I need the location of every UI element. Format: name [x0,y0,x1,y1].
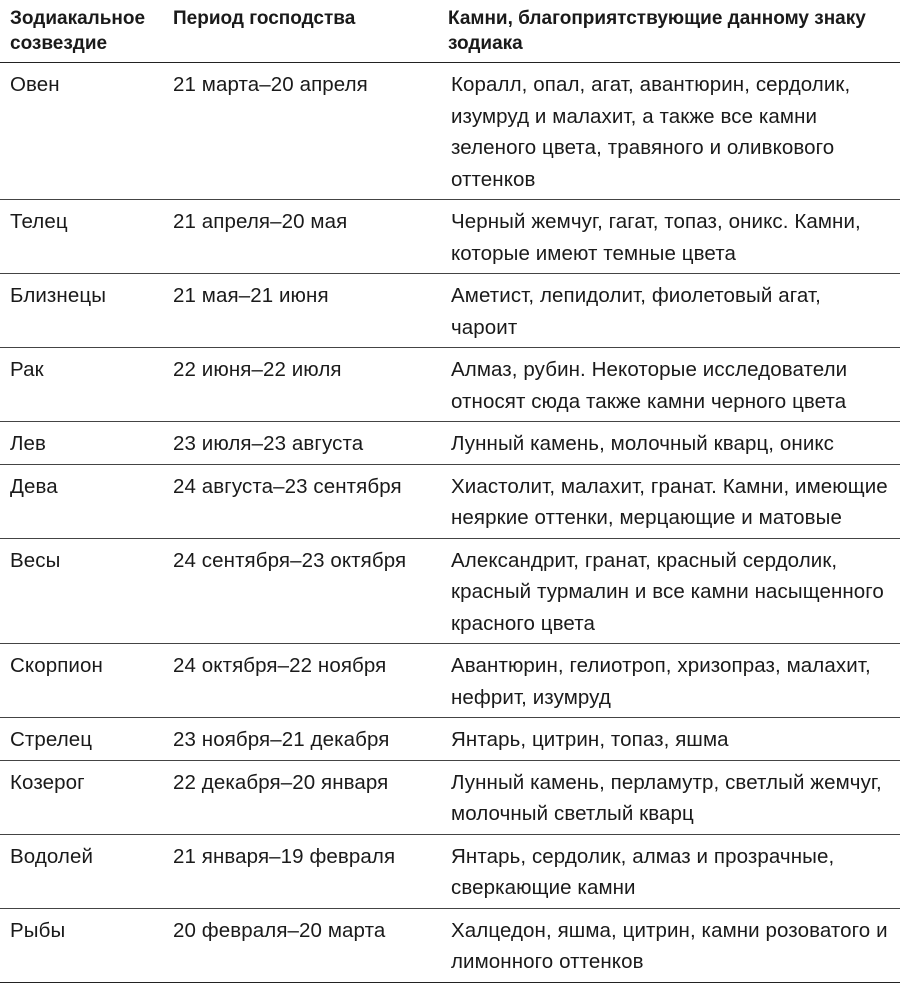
table-header [0,0,900,63]
cell-stones: Лунный камень, молочный кварц, оникс [438,422,900,465]
table-row [0,63,900,200]
cell-stones: Черный жемчуг, гагат, топаз, оникс. Камни, которые имеют темные цвета [438,200,900,274]
header-sign: Зодиакальное созвездие [0,0,163,63]
table-row [0,718,900,761]
cell-sign: Дева [0,464,163,538]
table-row [0,538,900,644]
table-row [0,760,900,834]
table-row [0,464,900,538]
cell-sign: Овен [0,63,163,200]
cell-period: 23 ноября–21 декабря [163,718,438,761]
cell-stones: Коралл, опал, агат, авантюрин, сердолик, изумруд и малахит, а также все камни зеленого цвета, травяного и оливкового оттенков [438,63,900,200]
cell-stones: Янтарь, сердолик, алмаз и прозрачные, сверкающие камни [438,834,900,908]
cell-stones: Авантюрин, гелиотроп, хризопраз, малахит, нефрит, изумруд [438,644,900,718]
cell-period: 24 сентября–23 октября [163,538,438,644]
header-stones: Камни, благоприятствующие данному знаку зодиака [438,0,900,63]
table-row [0,644,900,718]
cell-period: 23 июля–23 августа [163,422,438,465]
cell-sign: Скорпион [0,644,163,718]
table-row [0,834,900,908]
cell-period: 21 мая–21 июня [163,274,438,348]
header-period: Период господства [163,0,438,63]
cell-period: 20 февраля–20 марта [163,908,438,982]
table-row [0,908,900,982]
cell-stones: Александрит, гранат, красный сердолик, красный турмалин и все камни насыщенного красного цвета [438,538,900,644]
cell-sign: Рак [0,348,163,422]
cell-period: 22 июня–22 июля [163,348,438,422]
table-row [0,422,900,465]
cell-sign: Стрелец [0,718,163,761]
cell-stones: Алмаз, рубин. Некоторые исследователи относят сюда также камни черного цвета [438,348,900,422]
table-row [0,200,900,274]
table-row [0,274,900,348]
cell-sign: Лев [0,422,163,465]
cell-period: 24 августа–23 сентября [163,464,438,538]
table-row [0,348,900,422]
cell-period: 22 декабря–20 января [163,760,438,834]
cell-period: 24 октября–22 ноября [163,644,438,718]
cell-period: 21 марта–20 апреля [163,63,438,200]
cell-stones: Аметист, лепидолит, фиолетовый агат, чароит [438,274,900,348]
header-row [0,0,900,63]
cell-period: 21 января–19 февраля [163,834,438,908]
cell-stones: Халцедон, яшма, цитрин, камни розоватого и лимонного оттенков [438,908,900,982]
table-body [0,63,900,983]
cell-stones: Янтарь, цитрин, топаз, яшма [438,718,900,761]
cell-sign: Водолей [0,834,163,908]
cell-stones: Лунный камень, перламутр, светлый жемчуг, молочный светлый кварц [438,760,900,834]
cell-sign: Рыбы [0,908,163,982]
cell-stones: Хиастолит, малахит, гранат. Камни, имеющие неяркие оттенки, мерцающие и матовые [438,464,900,538]
cell-sign: Телец [0,200,163,274]
cell-sign: Близнецы [0,274,163,348]
cell-sign: Козерог [0,760,163,834]
cell-period: 21 апреля–20 мая [163,200,438,274]
cell-sign: Весы [0,538,163,644]
